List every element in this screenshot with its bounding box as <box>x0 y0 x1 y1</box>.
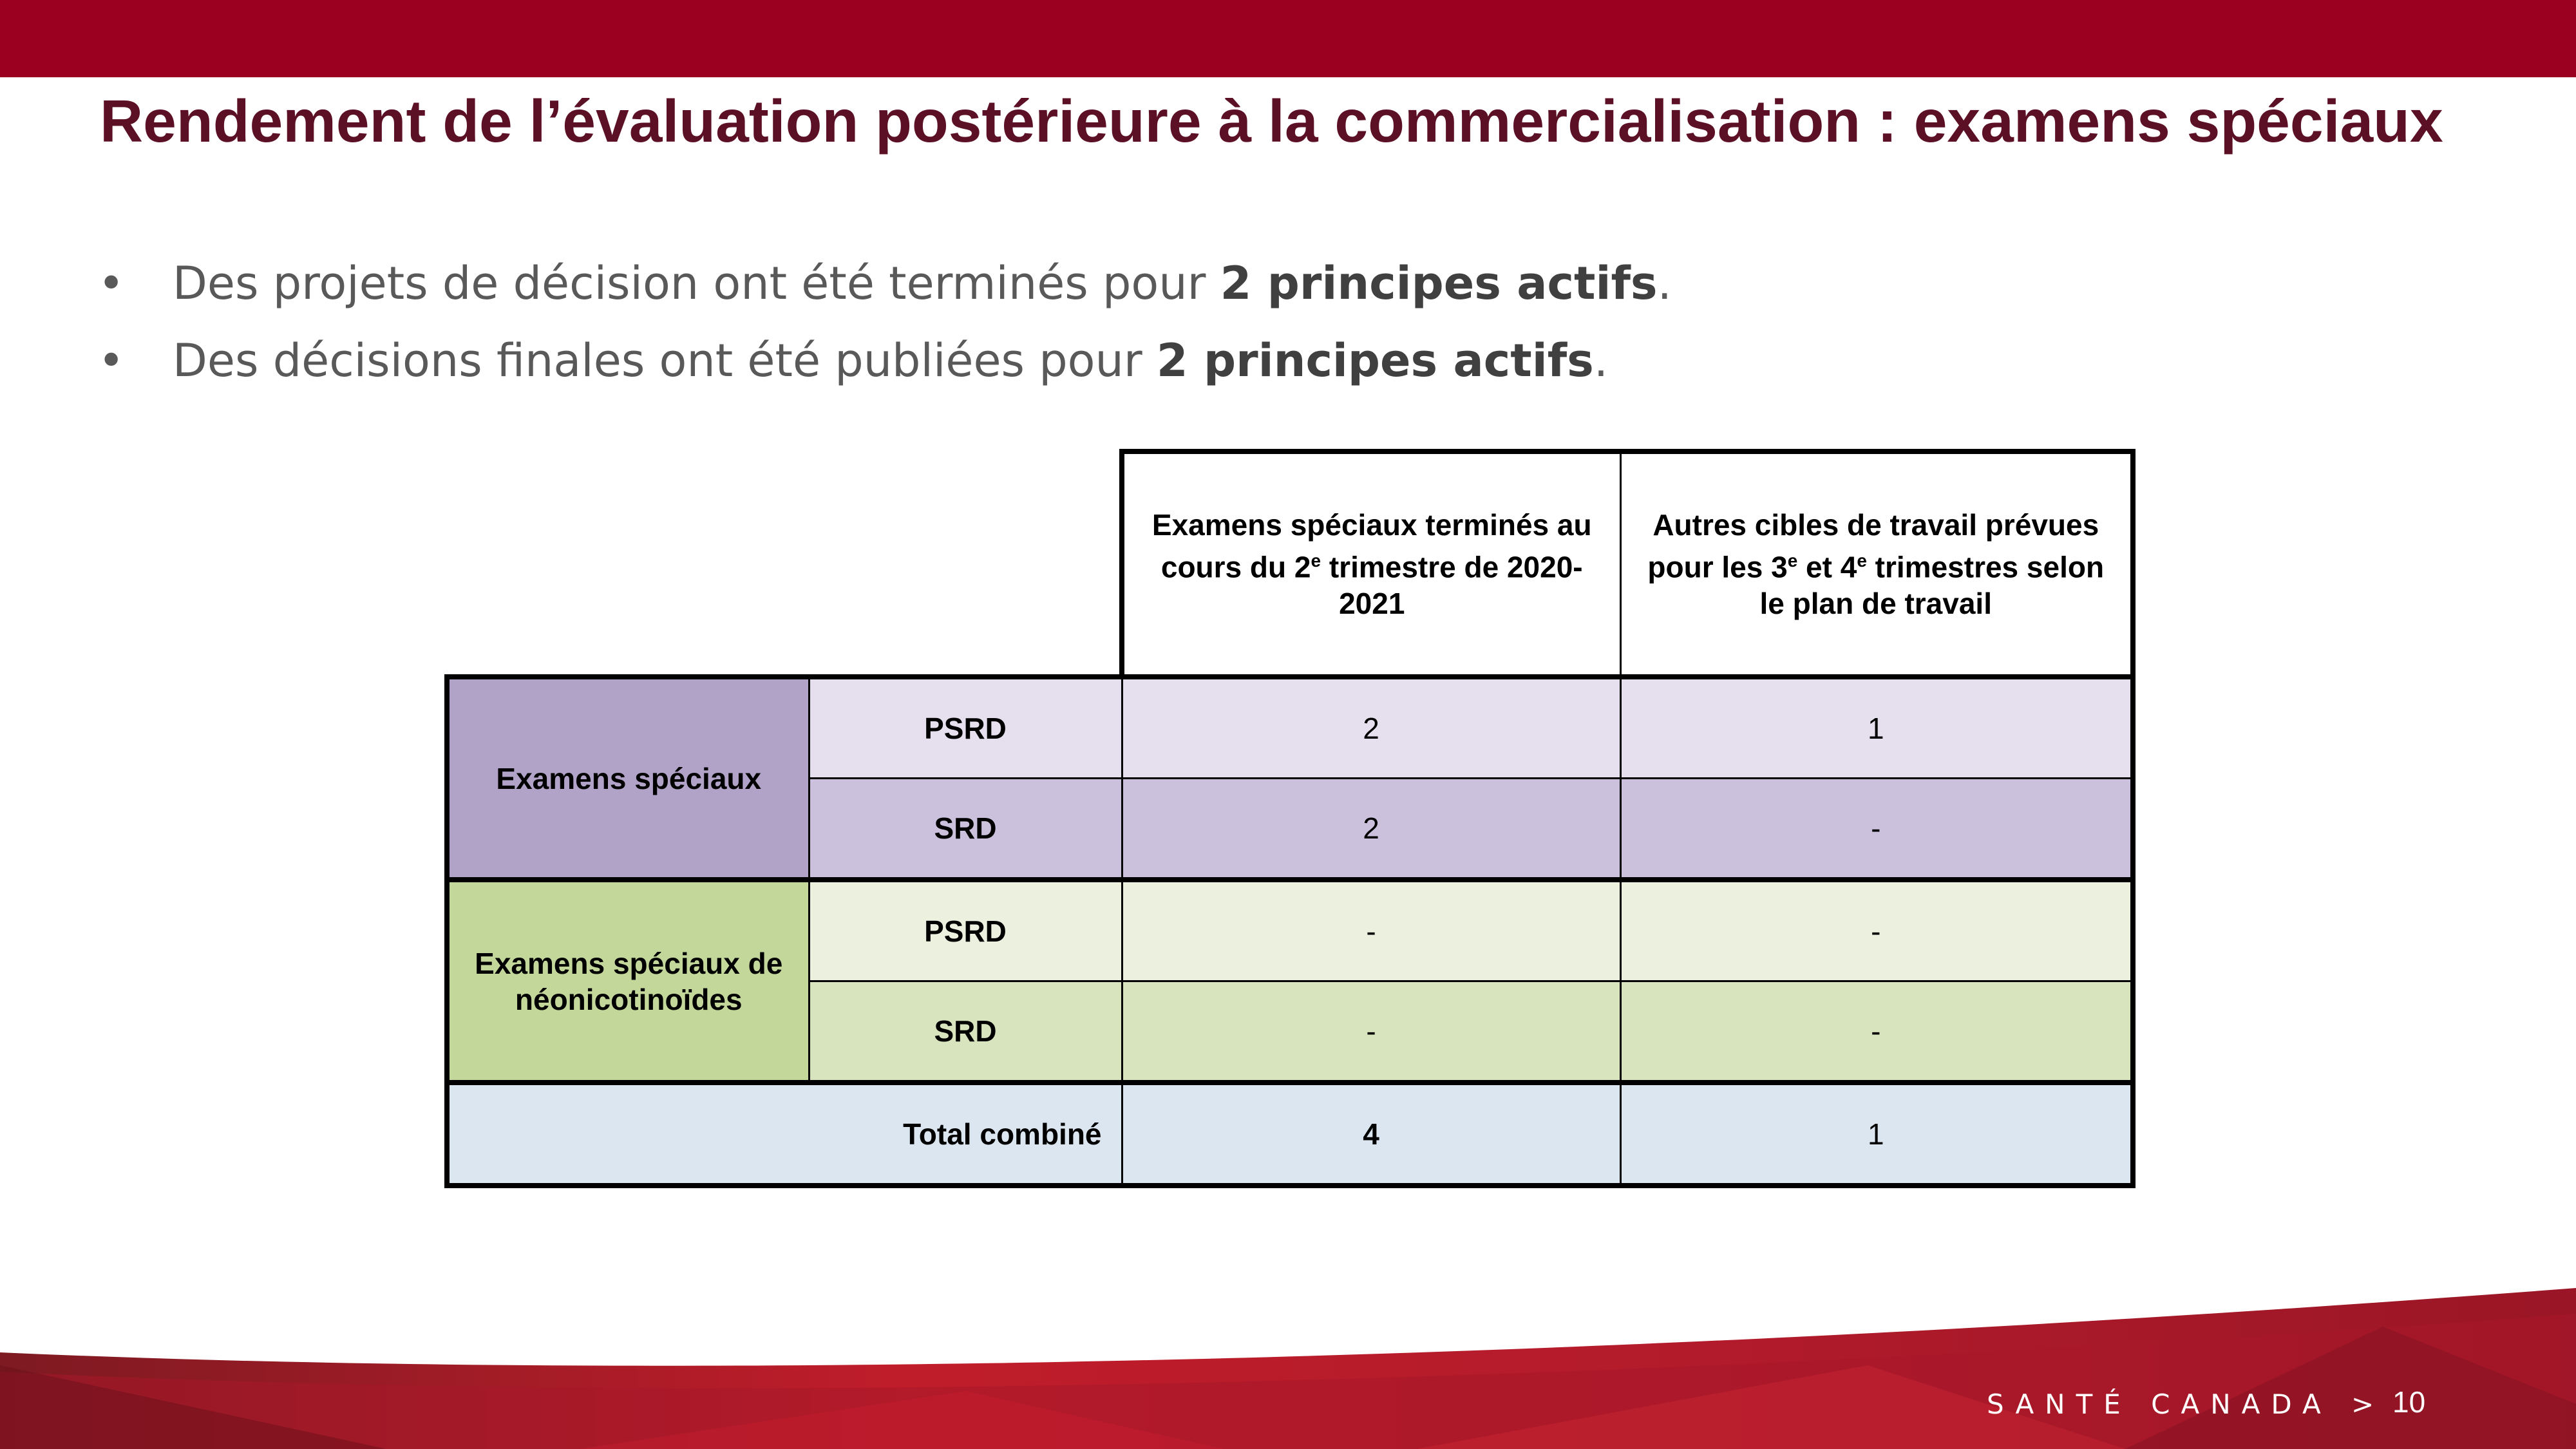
row-type-cell: SRD <box>809 981 1122 1083</box>
total-targets-cell: 1 <box>1620 1083 2133 1186</box>
special-reviews-table <box>444 449 2136 1188</box>
targets-value-cell: - <box>1620 880 2133 981</box>
page-number: 10 <box>2392 1385 2426 1419</box>
group-label-special-reviews: Examens spéciaux <box>447 677 809 880</box>
table-row <box>447 677 2133 779</box>
bullet-text: Des décisions finales ont été publiées pour <box>173 334 1157 387</box>
sante-canada-wordmark: SANTÉ CANADA > <box>1987 1388 2385 1420</box>
header-other-targets: Autres cibles de travail prévues pour les 3e et 4e trimestres selon le plan de travail <box>1620 451 2133 677</box>
bullet-emphasis: 2 principes actifs <box>1220 257 1658 310</box>
bullet-list <box>97 245 2479 399</box>
total-completed-cell: 4 <box>1122 1083 1620 1186</box>
header-blank-cell <box>447 451 809 677</box>
completed-value-cell: - <box>1122 981 1620 1083</box>
header-blank-cell <box>809 451 1122 677</box>
bullet-end: . <box>1657 257 1672 310</box>
header-completed-q2: Examens spéciaux terminés au cours du 2e trimestre de 2020-2021 <box>1122 451 1620 677</box>
row-type-cell: PSRD <box>809 880 1122 981</box>
bullet-text: Des projets de décision ont été terminés pour <box>173 257 1220 310</box>
total-label-cell: Total combiné <box>447 1083 1122 1186</box>
bullet-end: . <box>1593 334 1609 387</box>
slide-title: Rendement de l’évaluation postérieure à la commercialisation : examens spéciaux <box>100 88 2443 155</box>
table-header-row <box>447 451 2133 677</box>
targets-value-cell: - <box>1620 779 2133 880</box>
table-row <box>447 880 2133 981</box>
group-label-neonicotinoid-reviews: Examens spéciaux de néonicotinoïdes <box>447 880 809 1083</box>
footer-wave-graphic <box>0 1275 2576 1449</box>
completed-value-cell: 2 <box>1122 677 1620 779</box>
bullet-item <box>97 245 2479 322</box>
bullet-icon: • <box>98 334 125 387</box>
bullet-item <box>97 322 2479 399</box>
completed-value-cell: 2 <box>1122 779 1620 880</box>
top-banner <box>0 0 2576 77</box>
completed-value-cell: - <box>1122 880 1620 981</box>
table-total-row <box>447 1083 2133 1186</box>
bullet-icon: • <box>98 257 125 310</box>
row-type-cell: SRD <box>809 779 1122 880</box>
targets-value-cell: - <box>1620 981 2133 1083</box>
bullet-emphasis: 2 principes actifs <box>1156 334 1594 387</box>
targets-value-cell: 1 <box>1620 677 2133 779</box>
row-type-cell: PSRD <box>809 677 1122 779</box>
